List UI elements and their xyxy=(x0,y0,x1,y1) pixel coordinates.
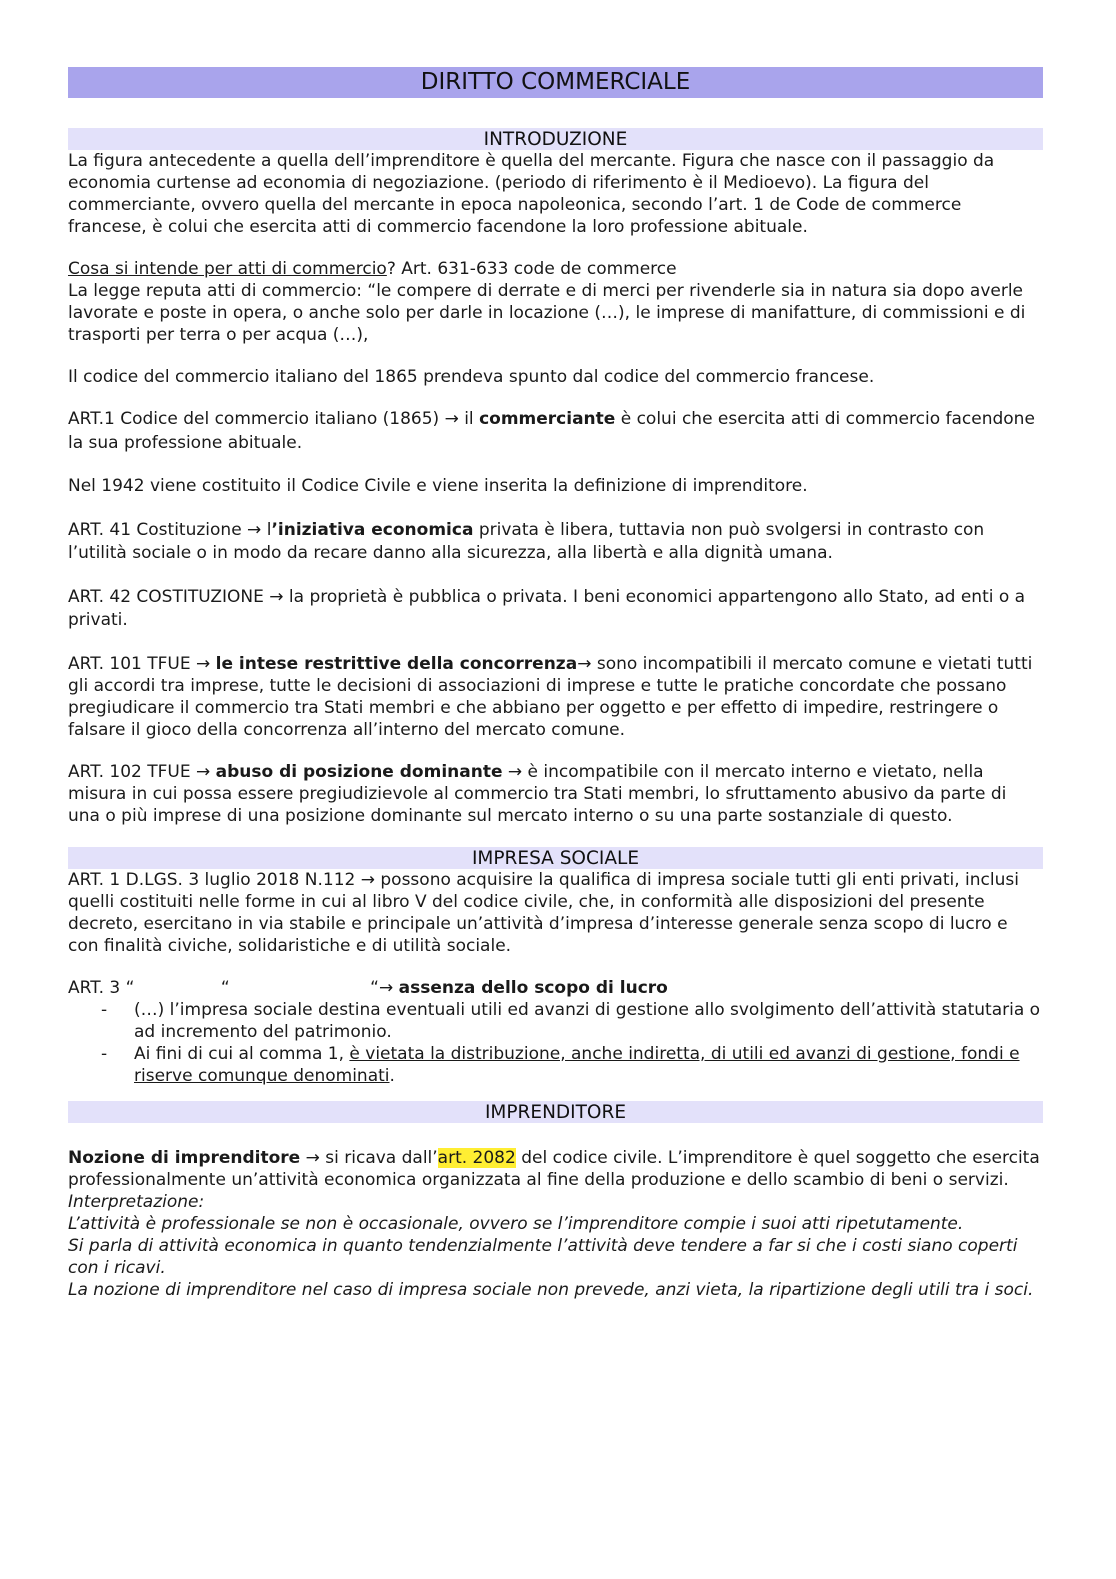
text: (…) l’impresa sociale destina eventuali utili ed avanzi di gestione allo svolgimento dell’attività statutaria o ad incremento del patrimonio. xyxy=(134,999,1041,1042)
italic-paragraph xyxy=(68,1279,1043,1301)
bullet-dash: - xyxy=(101,1043,108,1064)
italic-text: L’attività è professionale se non è occasionale, ovvero se l’imprenditore compie i suoi atti ripetutamente. xyxy=(68,1213,964,1234)
italic-text: Si parla di attività economica in quanto tendenzialmente l’attività deve tendere a far si che i costi siano coperti con i ricavi. xyxy=(68,1235,1018,1278)
bold-term: le intese restrittive della concorrenza xyxy=(215,653,578,674)
paragraph: Il codice del commercio italiano del 1865 prendeva spunto dal codice del commercio francese. xyxy=(68,367,875,387)
list-item xyxy=(68,999,1043,1043)
text: è colui che esercita atti di commercio facendone la sua professione abituale. xyxy=(68,409,1035,453)
document-page xyxy=(68,67,1043,1301)
bullet-list xyxy=(68,999,1043,1087)
document-title: DIRITTO COMMERCIALE xyxy=(68,67,1043,98)
italic-text: La nozione di imprenditore nel caso di impresa sociale non prevede, anzi vieta, la ripartizione degli utili tra i soci. xyxy=(68,1279,1034,1300)
text: → è incompatibile con il mercato interno e vietato, nella misura in cui possa essere pregiudizievole al commercio tra Stati membri, lo sfruttamento abusivo da parte di una o più imprese di una posizione dominante sul mercato interno o su una parte sostanziale di questo. xyxy=(68,761,1007,826)
text: ART.1 Codice del commercio italiano (1865) → il xyxy=(68,409,480,429)
paragraph: ART. 1 D.LGS. 3 luglio 2018 N.112 → possono acquisire la qualifica di impresa sociale tutti gli enti privati, inclusi quelli costituiti nelle forme in cui al libro V del codice civile, che, in conformità alle disposizioni del presente decreto, esercitano in via stabile e principale un’attività d’impresa d’interesse generale senza scopo di lucro e con finalità civiche, solidaristiche e di utilità sociale. xyxy=(68,869,1019,956)
text: ART. 101 TFUE → xyxy=(68,653,216,674)
italic-text: Interpretazione: xyxy=(68,1191,205,1212)
text: del codice civile. L’imprenditore è quel soggetto che esercita professionalmente un’attività economica organizzata al fine della produzione e dello scambio di beni o servizi. xyxy=(68,1147,1040,1190)
bold-term: ’iniziativa economica xyxy=(271,519,474,540)
highlighted-text: art. 2082 xyxy=(437,1147,516,1168)
text: → si ricava dall’ xyxy=(300,1147,438,1168)
paragraph xyxy=(68,653,1043,741)
text: ART. 102 TFUE → xyxy=(68,761,216,782)
section-heading-introduzione: INTRODUZIONE xyxy=(68,128,1043,150)
paragraph: ART. 42 COSTITUZIONE → la proprietà è pubblica o privata. I beni economici appartengono allo Stato, ad enti o a privati. xyxy=(68,586,1026,630)
bullet-dash: - xyxy=(101,999,108,1020)
italic-paragraph xyxy=(68,1235,1043,1279)
paragraph: La legge reputa atti di commercio: “le compere di derrate e di merci per rivenderle sia in natura sia dopo averle lavorate e poste in opera, o anche solo per darle in locazione (…), le imprese di manifatture, di commissioni e di trasporti per terra o per acqua (…), xyxy=(68,281,1026,345)
paragraph xyxy=(68,761,1043,827)
underlined-question: Cosa si intende per atti di commercio xyxy=(68,259,387,279)
text: ART. 3 “ “ “→ xyxy=(68,977,399,998)
paragraph xyxy=(68,519,1043,566)
text: privata è libera, tuttavia non può svolgersi in contrasto con l’utilità sociale o in modo da recare danno alla sicurezza, alla libertà e alla dignità umana. xyxy=(68,519,985,563)
underlined-text: è vietata la distribuzione, anche indiretta, di utili ed avanzi di gestione, fondi e riserve comunque denominati xyxy=(134,1043,1020,1086)
list-item xyxy=(68,1043,1043,1087)
bold-term: Nozione di imprenditore xyxy=(68,1147,301,1168)
text: → sono incompatibili il mercato comune e vietati tutti gli accordi tra imprese, tutte le decisioni di associazioni di imprese e tutte le pratiche concordate che possano pregiudicare il commercio tra Stati membri e che abbiano per oggetto e per effetto di impedire, restringere o falsare il gioco della concorrenza all’interno del mercato comune. xyxy=(68,653,1033,740)
paragraph xyxy=(68,258,1043,280)
section-heading-imprenditore: IMPRENDITORE xyxy=(68,1101,1043,1123)
text: ART. 41 Costituzione → l xyxy=(68,519,272,540)
paragraph xyxy=(68,1147,1043,1191)
bold-term: commerciante xyxy=(479,409,616,429)
bold-term: abuso di posizione dominante xyxy=(215,761,503,782)
text: ? Art. 631-633 code de commerce xyxy=(386,259,677,279)
italic-line xyxy=(68,1191,1043,1213)
paragraph: Nel 1942 viene costituito il Codice Civile e viene inserita la definizione di imprenditore. xyxy=(68,476,808,496)
section-heading-impresa-sociale: IMPRESA SOCIALE xyxy=(68,847,1043,869)
text: Ai fini di cui al comma 1, xyxy=(134,1043,350,1064)
paragraph xyxy=(68,977,1043,999)
italic-paragraph xyxy=(68,1213,1043,1235)
text: . xyxy=(389,1065,395,1086)
paragraph: La figura antecedente a quella dell’imprenditore è quella del mercante. Figura che nasce con il passaggio da economia curtense ad economia di negoziazione. (periodo di riferimento è il Medioevo). La figura del commerciante, ovvero quella del mercante in epoca napoleonica, secondo l’art. 1 de Code de commerce francese, è colui che esercita atti di commercio facendone la loro professione abituale. xyxy=(68,151,995,237)
paragraph xyxy=(68,408,1043,455)
bold-term: assenza dello scopo di lucro xyxy=(398,977,668,998)
